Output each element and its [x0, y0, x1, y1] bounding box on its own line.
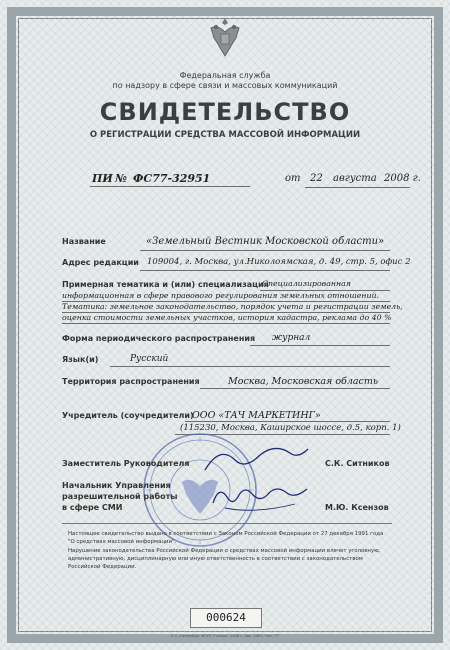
note-line2: "О средствах массовой информации".: [68, 539, 177, 545]
agency-name-line1: Федеральная служба: [179, 71, 271, 80]
topic-line3: Тематика: земельное законодательство, порядок учета и регистрации земель,: [62, 302, 403, 311]
form-label: Форма периодического распространения: [62, 334, 256, 343]
deputy-name: С.К. Ситников: [325, 459, 390, 468]
deputy-signature: [200, 440, 310, 480]
printer-line: © С.-Петербург ФГУП "Гознак" 2008 г. Зак. 2407. Тип. "Т": [170, 634, 280, 638]
head-name: М.Ю. Ксензов: [325, 503, 389, 512]
founder-address: (115230, Москва, Каширское шоссе, д.5, корп. 1): [180, 423, 401, 433]
address-label: Адрес редакции: [62, 258, 139, 267]
address-value: 109004, г. Москва, ул.Николоямская, д. 49, стр. 5, офис 2: [147, 257, 411, 267]
founder-label: Учредитель (соучредители): [62, 411, 194, 420]
reg-number-sign: №: [115, 172, 127, 185]
territory-label: Территория распространения: [62, 377, 200, 386]
serial-number: 000624: [190, 608, 262, 628]
deputy-label: Заместитель Руководителя: [62, 459, 190, 468]
name-label: Название: [62, 237, 106, 246]
head-label-line2: разрешительной работы: [62, 492, 178, 501]
territory-value: Москва, Московская область: [228, 376, 379, 387]
topic-label: Примерная тематика и (или) специализация: [62, 280, 269, 289]
topic-line1: Специализированная: [262, 279, 351, 288]
note-line3: Нарушение законодательства Российской Федерации о средствах массовой информации влечет уголовную,: [68, 548, 381, 554]
head-label-line1: Начальник Управления: [62, 481, 171, 490]
head-label-line3: в сфере СМИ: [62, 503, 123, 512]
note-line1: Настоящее свидетельство выдано в соответствии с Законом Российской Федерации от 27 декабря 1991 года: [68, 531, 384, 537]
reg-month: августа: [333, 173, 377, 184]
language-value: Русский: [130, 354, 169, 364]
founder-value: ООО «ТАЧ МАРКЕТИНГ»: [192, 410, 321, 421]
note-line5: Российской Федерации.: [68, 564, 137, 570]
note-line4: административную, дисциплинарную или иную ответственность в соответствии с законодательством: [68, 556, 363, 562]
agency-name-line2: по надзору в сфере связи и массовых коммуникаций: [112, 81, 338, 90]
double-headed-eagle-icon: [205, 14, 245, 62]
name-value: «Земельный Вестник Московской области»: [146, 236, 385, 247]
certificate-title: СВИДЕТЕЛЬСТВО: [99, 98, 351, 126]
head-signature: [205, 478, 315, 518]
certificate-subtitle: О РЕГИСТРАЦИИ СРЕДСТВА МАССОВОЙ ИНФОРМАЦИИ: [89, 130, 361, 140]
reg-day: 22: [310, 173, 323, 184]
form-value: журнал: [272, 333, 311, 343]
topic-line4: оценка стоимости земельных участков, история кадастра, реклама до 40 %: [62, 313, 392, 322]
reg-year: 2008 г.: [384, 173, 421, 184]
topic-line2: информационная в сфере правового регулирования земельных отношений.: [62, 291, 380, 300]
reg-prefix: ПИ: [92, 172, 113, 185]
reg-from: от: [285, 173, 301, 184]
language-label: Язык(и): [62, 355, 99, 364]
reg-number: ФС77-32951: [133, 172, 211, 185]
